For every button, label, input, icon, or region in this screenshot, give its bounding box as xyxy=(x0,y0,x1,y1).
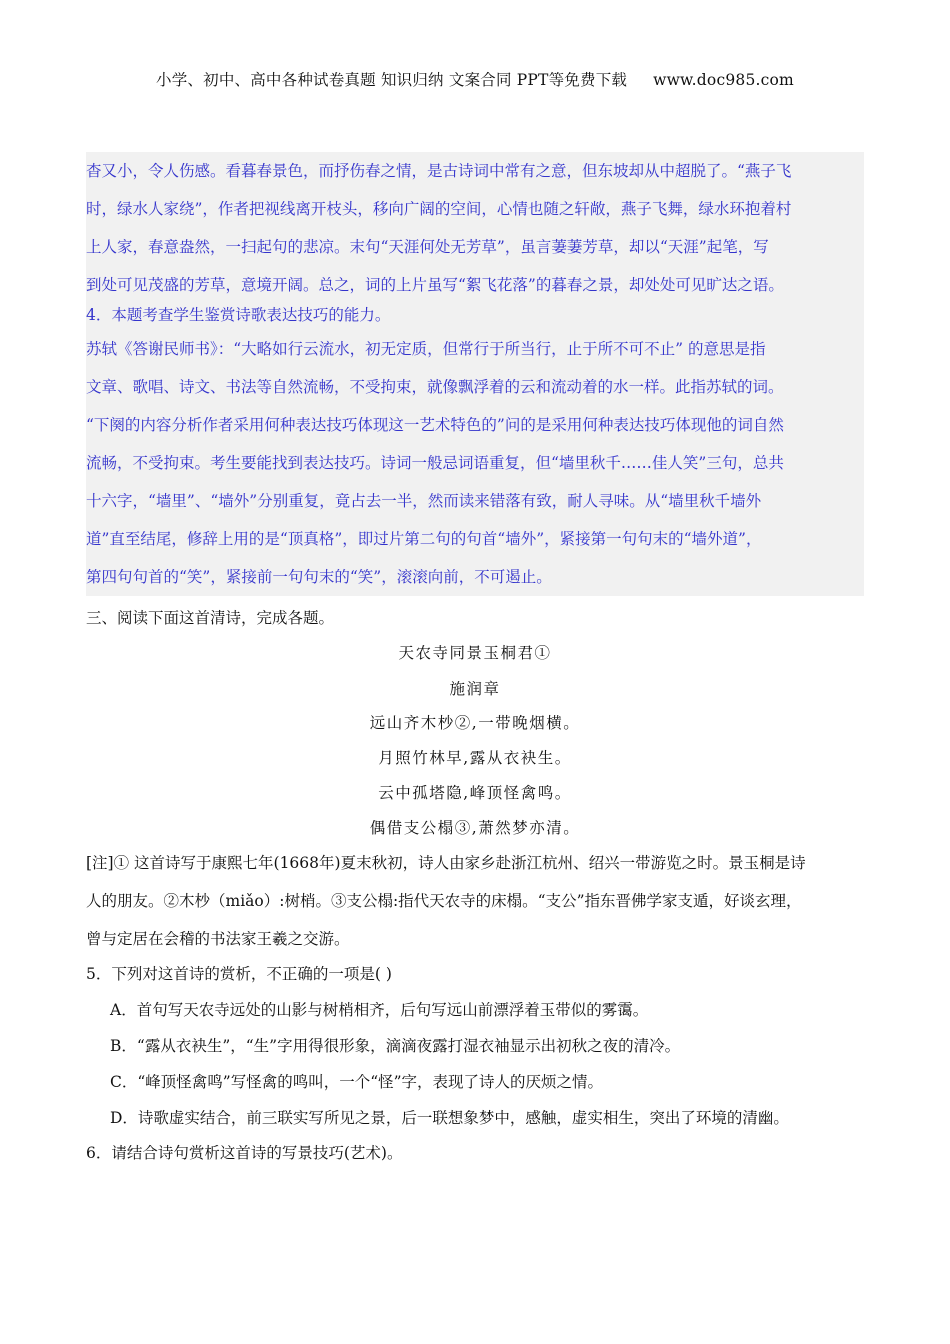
poem-note: 人的朋友。②木杪（miǎo）:树梢。③支公榻:指代天农寺的床榻。“支公”指东晋佛学家支遁，好谈玄理， xyxy=(86,892,802,910)
poem-line: 偶借支公榻③,萧然梦亦清。 xyxy=(369,819,581,837)
poem-line: 月照竹林早,露从衣袂生。 xyxy=(378,749,572,767)
header-site-link[interactable]: www.doc985.com xyxy=(653,71,794,89)
answer-line: 道”直至结尾，修辞上用的是“顶真格”，即过片第二句的句首“墙外”，紧接第一句句末的“墙外道”， xyxy=(86,530,762,548)
header-text: 小学、初中、高中各种试卷真题 知识归纳 文案合同 PPT等免费下载 xyxy=(156,71,628,89)
question-5-option-d: D．诗歌虚实结合，前三联实写所见之景，后一联想象梦中，感触，虚实相生，突出了环境的清幽。 xyxy=(110,1109,789,1127)
answer-line: 第四句句首的“笑”，紧接前一句句末的“笑”，滚滚向前，不可遏止。 xyxy=(86,568,552,586)
answer-line: 时，绿水人家绕”，作者把视线离开枝头，移向广阔的空间，心情也随之轩敞，燕子飞舞，绿水环抱着村 xyxy=(86,200,792,218)
answer-line: 苏轼《答谢民师书》：“大略如行云流水，初无定质，但常行于所当行，止于所不可不止” 的意思是指 xyxy=(86,340,766,358)
poem-author: 施润章 xyxy=(449,680,501,698)
poem-note: 曾与定居在会稽的书法家王羲之交游。 xyxy=(86,930,350,948)
question-5-option-a: A．首句写天农寺远处的山影与树梢相齐，后句写远山前漂浮着玉带似的雾霭。 xyxy=(110,1001,649,1019)
question-5-stem: 5．下列对这首诗的赏析，不正确的一项是( ) xyxy=(86,965,392,983)
answer-line: 4．本题考查学生鉴赏诗歌表达技巧的能力。 xyxy=(86,306,391,324)
question-6-stem: 6．请结合诗句赏析这首诗的写景技巧(艺术)。 xyxy=(86,1144,403,1162)
question-5-option-c: C．“峰顶怪禽鸣”写怪禽的鸣叫，一个“怪”字，表现了诗人的厌烦之情。 xyxy=(110,1073,604,1091)
question-5-option-b: B．“露从衣袂生”，“生”字用得很形象，滴滴夜露打湿衣袖显示出初秋之夜的清冷。 xyxy=(110,1037,681,1055)
answer-block xyxy=(86,152,864,596)
poem-line: 远山齐木杪②,一带晚烟横。 xyxy=(369,714,581,732)
page-header xyxy=(0,68,950,90)
answer-line: “下阕的内容分析作者采用何种表达技巧体现这一艺术特色的”问的是采用何种表达技巧体现他的词自然 xyxy=(86,416,784,434)
poem-title: 天农寺同景玉桐君① xyxy=(398,644,552,662)
answer-line: 到处可见茂盛的芳草，意境开阔。总之，词的上片虽写“絮飞花落”的暮春之景，却处处可见旷达之语。 xyxy=(86,276,784,294)
answer-line: 文章、歌唱、诗文、书法等自然流畅，不受拘束，就像飘浮着的云和流动着的水一样。此指苏轼的词。 xyxy=(86,378,784,396)
section-heading: 三、阅读下面这首清诗，完成各题。 xyxy=(86,609,335,627)
poem-line: 云中孤塔隐,峰顶怪禽鸣。 xyxy=(378,784,572,802)
poem-note: [注]① 这首诗写于康熙七年(1668年)夏末秋初，诗人由家乡赴浙江杭州、绍兴一带游览之时。景玉桐是诗 xyxy=(86,854,806,872)
answer-line: 杳又小，令人伤感。看暮春景色，而抒伤春之情，是古诗词中常有之意，但东坡却从中超脱了。“燕子飞 xyxy=(86,162,792,180)
answer-line: 流畅，不受拘束。考生要能找到表达技巧。诗词一般忌词语重复，但“墙里秋千……佳人笑”三句，总共 xyxy=(86,454,784,472)
answer-line: 上人家，春意盎然，一扫起句的悲凉。末句“天涯何处无芳草”，虽言萋萋芳草，却以“天涯”起笔，写 xyxy=(86,238,769,256)
answer-line: 十六字，“墙里”、“墙外”分别重复，竟占去一半，然而读来错落有致，耐人寻味。从“墙里秋千墙外 xyxy=(86,492,762,510)
